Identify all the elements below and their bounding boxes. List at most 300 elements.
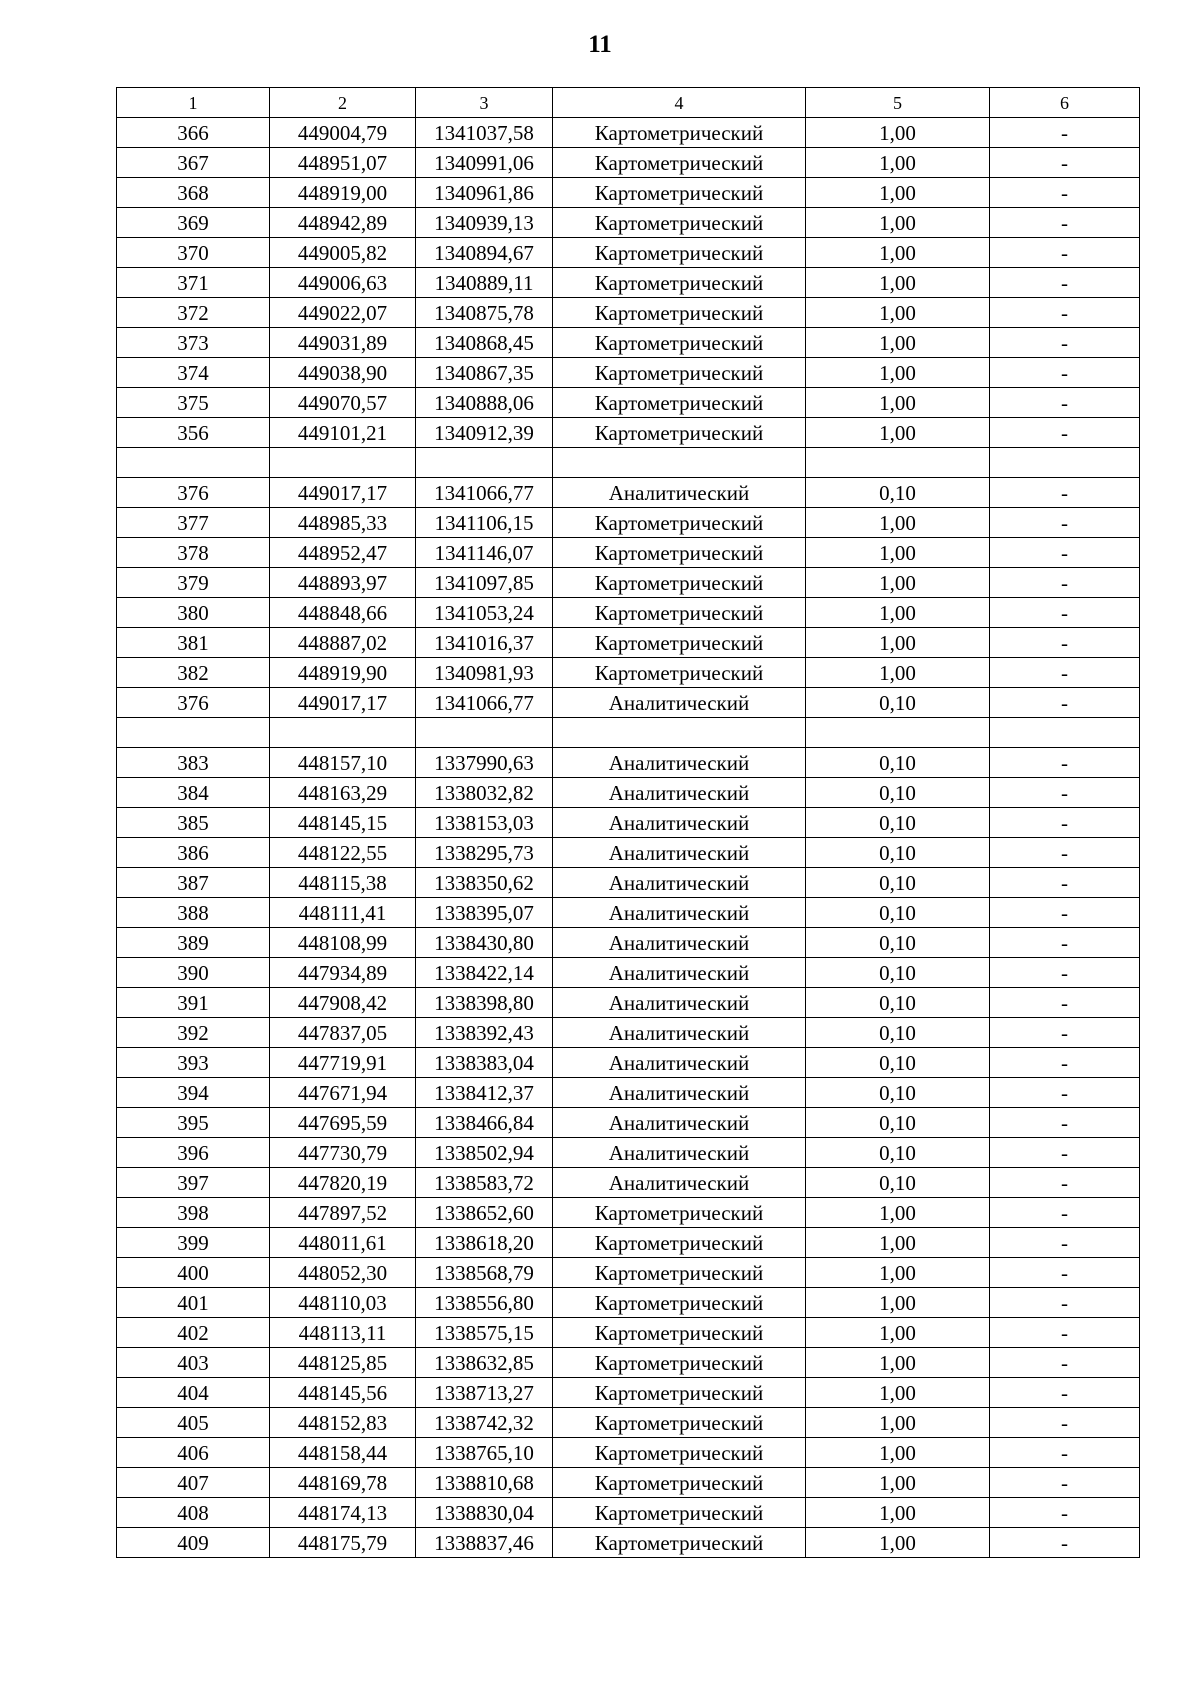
point-number-cell: 404 — [117, 1378, 270, 1408]
method-cell: Картометрический — [553, 1228, 806, 1258]
table-row — [117, 1348, 1140, 1378]
x-coordinate-cell: 448110,03 — [270, 1288, 416, 1318]
point-number-cell: 381 — [117, 628, 270, 658]
note-cell: - — [990, 1228, 1140, 1258]
table-row — [117, 208, 1140, 238]
method-cell: Аналитический — [553, 1168, 806, 1198]
table-row — [117, 1258, 1140, 1288]
accuracy-cell: 1,00 — [806, 628, 990, 658]
method-cell: Аналитический — [553, 958, 806, 988]
method-cell — [553, 448, 806, 478]
accuracy-cell: 1,00 — [806, 508, 990, 538]
method-cell: Аналитический — [553, 928, 806, 958]
note-cell: - — [990, 328, 1140, 358]
note-cell: - — [990, 898, 1140, 928]
x-coordinate-cell: 448985,33 — [270, 508, 416, 538]
point-number-cell: 403 — [117, 1348, 270, 1378]
y-coordinate-cell: 1340875,78 — [416, 298, 553, 328]
x-coordinate-cell: 448152,83 — [270, 1408, 416, 1438]
note-cell: - — [990, 1048, 1140, 1078]
x-coordinate-cell: 448125,85 — [270, 1348, 416, 1378]
x-coordinate-cell: 448887,02 — [270, 628, 416, 658]
point-number-cell: 356 — [117, 418, 270, 448]
point-number-cell: 372 — [117, 298, 270, 328]
accuracy-cell: 1,00 — [806, 1498, 990, 1528]
point-number-cell: 402 — [117, 1318, 270, 1348]
accuracy-cell: 1,00 — [806, 1378, 990, 1408]
y-coordinate-cell: 1340867,35 — [416, 358, 553, 388]
y-coordinate-cell: 1340894,67 — [416, 238, 553, 268]
x-coordinate-cell: 449005,82 — [270, 238, 416, 268]
accuracy-cell: 1,00 — [806, 418, 990, 448]
point-number-cell: 390 — [117, 958, 270, 988]
table-row — [117, 1168, 1140, 1198]
x-coordinate-cell: 449006,63 — [270, 268, 416, 298]
note-cell: - — [990, 208, 1140, 238]
note-cell: - — [990, 1258, 1140, 1288]
column-header-4: 4 — [553, 88, 806, 118]
y-coordinate-cell: 1341106,15 — [416, 508, 553, 538]
method-cell: Аналитический — [553, 838, 806, 868]
table-row — [117, 1108, 1140, 1138]
column-header-3: 3 — [416, 88, 553, 118]
method-cell: Картометрический — [553, 1378, 806, 1408]
table-row — [117, 1528, 1140, 1558]
point-number-cell: 393 — [117, 1048, 270, 1078]
note-cell: - — [990, 388, 1140, 418]
x-coordinate-cell: 448052,30 — [270, 1258, 416, 1288]
point-number-cell: 392 — [117, 1018, 270, 1048]
coordinates-table — [116, 87, 1140, 1558]
accuracy-cell: 1,00 — [806, 1228, 990, 1258]
table-body — [117, 118, 1140, 1558]
y-coordinate-cell: 1338466,84 — [416, 1108, 553, 1138]
accuracy-cell: 1,00 — [806, 328, 990, 358]
accuracy-cell: 1,00 — [806, 148, 990, 178]
note-cell: - — [990, 868, 1140, 898]
y-coordinate-cell: 1338583,72 — [416, 1168, 553, 1198]
accuracy-cell: 1,00 — [806, 1288, 990, 1318]
accuracy-cell: 0,10 — [806, 1018, 990, 1048]
x-coordinate-cell: 448919,00 — [270, 178, 416, 208]
note-cell: - — [990, 958, 1140, 988]
column-header-1: 1 — [117, 88, 270, 118]
accuracy-cell — [806, 718, 990, 748]
y-coordinate-cell: 1341066,77 — [416, 688, 553, 718]
column-header-5: 5 — [806, 88, 990, 118]
y-coordinate-cell: 1340991,06 — [416, 148, 553, 178]
x-coordinate-cell — [270, 718, 416, 748]
method-cell: Картометрический — [553, 1438, 806, 1468]
x-coordinate-cell: 449101,21 — [270, 418, 416, 448]
method-cell: Аналитический — [553, 808, 806, 838]
accuracy-cell: 0,10 — [806, 1168, 990, 1198]
table-row — [117, 118, 1140, 148]
point-number-cell: 378 — [117, 538, 270, 568]
y-coordinate-cell: 1338568,79 — [416, 1258, 553, 1288]
x-coordinate-cell: 447934,89 — [270, 958, 416, 988]
note-cell: - — [990, 988, 1140, 1018]
x-coordinate-cell: 448111,41 — [270, 898, 416, 928]
table-row — [117, 628, 1140, 658]
table-row — [117, 1378, 1140, 1408]
y-coordinate-cell: 1341097,85 — [416, 568, 553, 598]
x-coordinate-cell: 448919,90 — [270, 658, 416, 688]
method-cell: Аналитический — [553, 1018, 806, 1048]
point-number-cell: 398 — [117, 1198, 270, 1228]
y-coordinate-cell: 1340912,39 — [416, 418, 553, 448]
method-cell: Картометрический — [553, 538, 806, 568]
note-cell: - — [990, 808, 1140, 838]
y-coordinate-cell: 1340981,93 — [416, 658, 553, 688]
table-row — [117, 538, 1140, 568]
x-coordinate-cell: 449022,07 — [270, 298, 416, 328]
table-row — [117, 418, 1140, 448]
accuracy-cell: 1,00 — [806, 1468, 990, 1498]
accuracy-cell: 1,00 — [806, 1528, 990, 1558]
table-row — [117, 1198, 1140, 1228]
note-cell: - — [990, 268, 1140, 298]
accuracy-cell: 1,00 — [806, 1348, 990, 1378]
y-coordinate-cell: 1338618,20 — [416, 1228, 553, 1258]
method-cell: Картометрический — [553, 178, 806, 208]
note-cell: - — [990, 118, 1140, 148]
y-coordinate-cell: 1338837,46 — [416, 1528, 553, 1558]
y-coordinate-cell: 1338556,80 — [416, 1288, 553, 1318]
point-number-cell: 367 — [117, 148, 270, 178]
point-number-cell: 380 — [117, 598, 270, 628]
point-number-cell — [117, 718, 270, 748]
accuracy-cell: 1,00 — [806, 358, 990, 388]
note-cell: - — [990, 1018, 1140, 1048]
y-coordinate-cell — [416, 718, 553, 748]
note-cell: - — [990, 538, 1140, 568]
point-number-cell: 376 — [117, 688, 270, 718]
y-coordinate-cell: 1340939,13 — [416, 208, 553, 238]
note-cell: - — [990, 568, 1140, 598]
method-cell: Аналитический — [553, 748, 806, 778]
method-cell: Картометрический — [553, 568, 806, 598]
method-cell: Картометрический — [553, 1498, 806, 1528]
note-cell: - — [990, 748, 1140, 778]
table-row — [117, 1498, 1140, 1528]
point-number-cell: 384 — [117, 778, 270, 808]
x-coordinate-cell: 448145,56 — [270, 1378, 416, 1408]
table-header — [117, 88, 1140, 118]
y-coordinate-cell: 1338810,68 — [416, 1468, 553, 1498]
x-coordinate-cell: 447908,42 — [270, 988, 416, 1018]
x-coordinate-cell: 447837,05 — [270, 1018, 416, 1048]
method-cell: Аналитический — [553, 1078, 806, 1108]
table-row — [117, 1318, 1140, 1348]
table-row — [117, 1078, 1140, 1108]
accuracy-cell: 0,10 — [806, 808, 990, 838]
point-number-cell: 406 — [117, 1438, 270, 1468]
point-number-cell: 409 — [117, 1528, 270, 1558]
method-cell: Картометрический — [553, 298, 806, 328]
method-cell: Аналитический — [553, 868, 806, 898]
table-row — [117, 358, 1140, 388]
x-coordinate-cell: 448848,66 — [270, 598, 416, 628]
method-cell: Аналитический — [553, 1108, 806, 1138]
accuracy-cell: 1,00 — [806, 1198, 990, 1228]
method-cell: Картометрический — [553, 658, 806, 688]
note-cell: - — [990, 478, 1140, 508]
y-coordinate-cell — [416, 448, 553, 478]
point-number-cell: 386 — [117, 838, 270, 868]
note-cell: - — [990, 628, 1140, 658]
point-number-cell: 368 — [117, 178, 270, 208]
table-row — [117, 1048, 1140, 1078]
point-number-cell: 394 — [117, 1078, 270, 1108]
y-coordinate-cell: 1341053,24 — [416, 598, 553, 628]
point-number-cell: 401 — [117, 1288, 270, 1318]
point-number-cell: 376 — [117, 478, 270, 508]
x-coordinate-cell: 447897,52 — [270, 1198, 416, 1228]
y-coordinate-cell: 1337990,63 — [416, 748, 553, 778]
method-cell: Картометрический — [553, 598, 806, 628]
method-cell: Картометрический — [553, 388, 806, 418]
table-row — [117, 658, 1140, 688]
accuracy-cell: 0,10 — [806, 1108, 990, 1138]
column-header-6: 6 — [990, 88, 1140, 118]
point-number-cell: 396 — [117, 1138, 270, 1168]
note-cell: - — [990, 598, 1140, 628]
x-coordinate-cell: 448163,29 — [270, 778, 416, 808]
method-cell: Аналитический — [553, 478, 806, 508]
method-cell: Картометрический — [553, 328, 806, 358]
table-row — [117, 1228, 1140, 1258]
point-number-cell: 379 — [117, 568, 270, 598]
x-coordinate-cell: 448158,44 — [270, 1438, 416, 1468]
y-coordinate-cell: 1338742,32 — [416, 1408, 553, 1438]
x-coordinate-cell: 448115,38 — [270, 868, 416, 898]
x-coordinate-cell: 448175,79 — [270, 1528, 416, 1558]
note-cell: - — [990, 298, 1140, 328]
table-row — [117, 568, 1140, 598]
note-cell: - — [990, 1348, 1140, 1378]
y-coordinate-cell: 1341037,58 — [416, 118, 553, 148]
y-coordinate-cell: 1338502,94 — [416, 1138, 553, 1168]
accuracy-cell: 1,00 — [806, 298, 990, 328]
x-coordinate-cell: 449070,57 — [270, 388, 416, 418]
x-coordinate-cell: 448113,11 — [270, 1318, 416, 1348]
table-row — [117, 958, 1140, 988]
point-number-cell: 395 — [117, 1108, 270, 1138]
accuracy-cell: 1,00 — [806, 568, 990, 598]
method-cell: Картометрический — [553, 358, 806, 388]
y-coordinate-cell: 1338395,07 — [416, 898, 553, 928]
note-cell: - — [990, 838, 1140, 868]
y-coordinate-cell: 1338392,43 — [416, 1018, 553, 1048]
note-cell: - — [990, 1468, 1140, 1498]
y-coordinate-cell: 1340888,06 — [416, 388, 553, 418]
note-cell: - — [990, 1438, 1140, 1468]
point-number-cell: 383 — [117, 748, 270, 778]
table-row — [117, 388, 1140, 418]
table-row — [117, 1468, 1140, 1498]
point-number-cell: 370 — [117, 238, 270, 268]
method-cell — [553, 718, 806, 748]
x-coordinate-cell: 448952,47 — [270, 538, 416, 568]
note-cell: - — [990, 1318, 1140, 1348]
point-number-cell: 375 — [117, 388, 270, 418]
point-number-cell: 405 — [117, 1408, 270, 1438]
method-cell: Картометрический — [553, 1408, 806, 1438]
point-number-cell: 385 — [117, 808, 270, 838]
table-row — [117, 868, 1140, 898]
note-cell: - — [990, 658, 1140, 688]
table-row — [117, 898, 1140, 928]
note-cell: - — [990, 1138, 1140, 1168]
note-cell — [990, 448, 1140, 478]
accuracy-cell: 0,10 — [806, 838, 990, 868]
point-number-cell: 399 — [117, 1228, 270, 1258]
accuracy-cell — [806, 448, 990, 478]
table-row — [117, 778, 1140, 808]
table-row — [117, 748, 1140, 778]
accuracy-cell: 0,10 — [806, 958, 990, 988]
point-number-cell: 408 — [117, 1498, 270, 1528]
x-coordinate-cell: 449017,17 — [270, 478, 416, 508]
note-cell: - — [990, 238, 1140, 268]
accuracy-cell: 0,10 — [806, 988, 990, 1018]
method-cell: Картометрический — [553, 268, 806, 298]
accuracy-cell: 1,00 — [806, 388, 990, 418]
method-cell: Картометрический — [553, 1348, 806, 1378]
accuracy-cell: 1,00 — [806, 1438, 990, 1468]
table-row — [117, 298, 1140, 328]
x-coordinate-cell: 448157,10 — [270, 748, 416, 778]
table-row — [117, 328, 1140, 358]
y-coordinate-cell: 1338422,14 — [416, 958, 553, 988]
x-coordinate-cell: 448169,78 — [270, 1468, 416, 1498]
point-number-cell: 377 — [117, 508, 270, 538]
method-cell: Аналитический — [553, 688, 806, 718]
accuracy-cell: 0,10 — [806, 868, 990, 898]
table-row — [117, 808, 1140, 838]
point-number-cell: 382 — [117, 658, 270, 688]
accuracy-cell: 1,00 — [806, 1258, 990, 1288]
y-coordinate-cell: 1338575,15 — [416, 1318, 553, 1348]
accuracy-cell: 0,10 — [806, 688, 990, 718]
method-cell: Картометрический — [553, 628, 806, 658]
x-coordinate-cell: 447695,59 — [270, 1108, 416, 1138]
x-coordinate-cell: 448108,99 — [270, 928, 416, 958]
x-coordinate-cell: 448951,07 — [270, 148, 416, 178]
x-coordinate-cell: 449017,17 — [270, 688, 416, 718]
y-coordinate-cell: 1338398,80 — [416, 988, 553, 1018]
x-coordinate-cell — [270, 448, 416, 478]
x-coordinate-cell: 449004,79 — [270, 118, 416, 148]
note-cell: - — [990, 1108, 1140, 1138]
note-cell: - — [990, 178, 1140, 208]
x-coordinate-cell: 448011,61 — [270, 1228, 416, 1258]
note-cell: - — [990, 1168, 1140, 1198]
accuracy-cell: 0,10 — [806, 1078, 990, 1108]
table-row — [117, 1408, 1140, 1438]
accuracy-cell: 0,10 — [806, 778, 990, 808]
accuracy-cell: 1,00 — [806, 1408, 990, 1438]
table-row — [117, 148, 1140, 178]
accuracy-cell: 1,00 — [806, 118, 990, 148]
method-cell: Картометрический — [553, 118, 806, 148]
accuracy-cell: 0,10 — [806, 748, 990, 778]
table-row — [117, 268, 1140, 298]
point-number-cell: 389 — [117, 928, 270, 958]
x-coordinate-cell: 447820,19 — [270, 1168, 416, 1198]
point-number-cell: 391 — [117, 988, 270, 1018]
note-cell: - — [990, 1528, 1140, 1558]
y-coordinate-cell: 1340868,45 — [416, 328, 553, 358]
accuracy-cell: 1,00 — [806, 238, 990, 268]
accuracy-cell: 0,10 — [806, 898, 990, 928]
note-cell: - — [990, 928, 1140, 958]
point-number-cell: 388 — [117, 898, 270, 928]
method-cell: Картометрический — [553, 208, 806, 238]
x-coordinate-cell: 447671,94 — [270, 1078, 416, 1108]
y-coordinate-cell: 1338412,37 — [416, 1078, 553, 1108]
table-row — [117, 718, 1140, 748]
page-number: 11 — [588, 31, 612, 58]
method-cell: Аналитический — [553, 898, 806, 928]
y-coordinate-cell: 1338713,27 — [416, 1378, 553, 1408]
x-coordinate-cell: 449038,90 — [270, 358, 416, 388]
x-coordinate-cell: 448942,89 — [270, 208, 416, 238]
note-cell: - — [990, 1198, 1140, 1228]
accuracy-cell: 1,00 — [806, 1318, 990, 1348]
note-cell: - — [990, 508, 1140, 538]
method-cell: Аналитический — [553, 778, 806, 808]
accuracy-cell: 0,10 — [806, 1048, 990, 1078]
table-row — [117, 688, 1140, 718]
point-number-cell: 369 — [117, 208, 270, 238]
x-coordinate-cell: 448122,55 — [270, 838, 416, 868]
point-number-cell: 407 — [117, 1468, 270, 1498]
x-coordinate-cell: 449031,89 — [270, 328, 416, 358]
table-row — [117, 178, 1140, 208]
method-cell: Картометрический — [553, 1288, 806, 1318]
y-coordinate-cell: 1338350,62 — [416, 868, 553, 898]
accuracy-cell: 1,00 — [806, 598, 990, 628]
note-cell: - — [990, 688, 1140, 718]
note-cell: - — [990, 148, 1140, 178]
method-cell: Картометрический — [553, 1468, 806, 1498]
method-cell: Картометрический — [553, 148, 806, 178]
note-cell: - — [990, 1288, 1140, 1318]
point-number-cell: 374 — [117, 358, 270, 388]
x-coordinate-cell: 447730,79 — [270, 1138, 416, 1168]
y-coordinate-cell: 1338632,85 — [416, 1348, 553, 1378]
note-cell: - — [990, 1078, 1140, 1108]
table-row — [117, 1018, 1140, 1048]
table-row — [117, 1138, 1140, 1168]
method-cell: Картометрический — [553, 1528, 806, 1558]
accuracy-cell: 1,00 — [806, 658, 990, 688]
y-coordinate-cell: 1338295,73 — [416, 838, 553, 868]
y-coordinate-cell: 1338032,82 — [416, 778, 553, 808]
table-row — [117, 1288, 1140, 1318]
point-number-cell: 366 — [117, 118, 270, 148]
note-cell: - — [990, 1378, 1140, 1408]
table-row — [117, 988, 1140, 1018]
table-row — [117, 508, 1140, 538]
accuracy-cell: 1,00 — [806, 208, 990, 238]
x-coordinate-cell: 447719,91 — [270, 1048, 416, 1078]
table-row — [117, 1438, 1140, 1468]
x-coordinate-cell: 448174,13 — [270, 1498, 416, 1528]
accuracy-cell: 1,00 — [806, 538, 990, 568]
